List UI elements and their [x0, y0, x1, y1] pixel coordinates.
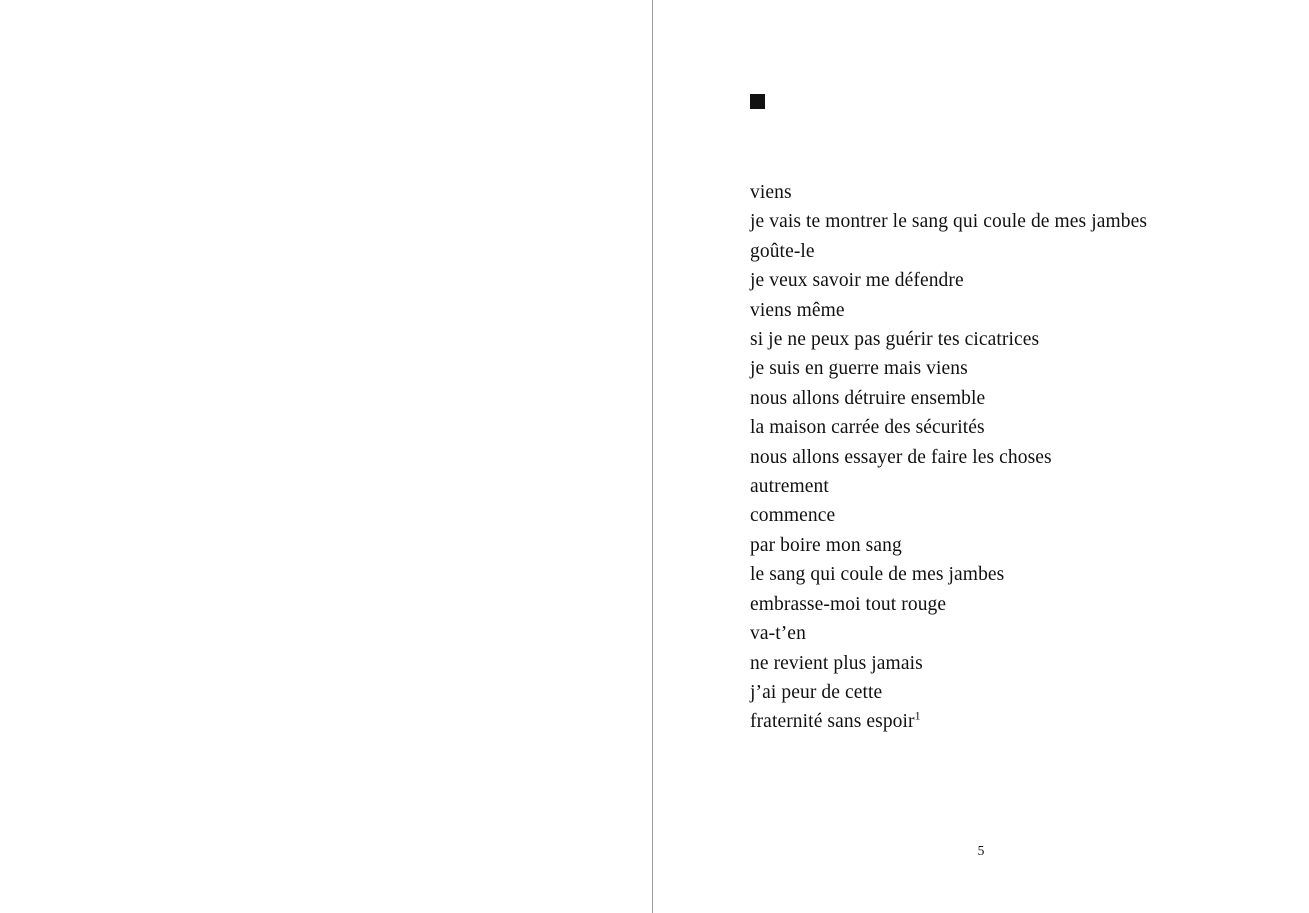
- poem-line-last: [750, 707, 1290, 736]
- poem-body: [750, 178, 1290, 737]
- poem-line: nous allons essayer de faire les choses: [750, 446, 1052, 468]
- poem-line: par boire mon sang: [750, 534, 902, 556]
- poem-line: je suis en guerre mais viens: [750, 358, 968, 380]
- poem-line: commence: [750, 505, 836, 527]
- poem-line: va-t’en: [750, 623, 806, 645]
- poem-line: ne revient plus jamais: [750, 652, 923, 674]
- poem-line: je veux savoir me défendre: [750, 270, 964, 292]
- poem-line: je vais te montrer le sang qui coule de mes jambes: [750, 211, 1148, 233]
- poem-line: nous allons détruire ensemble: [750, 387, 986, 409]
- footnote-reference: 1: [914, 708, 921, 723]
- poem-line: viens: [750, 182, 792, 203]
- page-number: [653, 843, 1309, 859]
- poem-line: si je ne peux pas guérir tes cicatrices: [750, 329, 1040, 351]
- poem-line: embrasse-moi tout rouge: [750, 593, 947, 615]
- right-page: [653, 0, 1309, 913]
- poem-line: viens même: [750, 299, 845, 321]
- poem-line: le sang qui coule de mes jambes: [750, 564, 1005, 586]
- poem-line-text: fraternité sans espoir: [750, 711, 915, 733]
- section-marker-square: [750, 94, 765, 109]
- page-number-value: 5: [977, 843, 985, 858]
- poem-line: la maison carrée des sécurités: [750, 417, 985, 439]
- poem-line: autrement: [750, 476, 829, 498]
- poem-line: j’ai peur de cette: [750, 681, 883, 703]
- left-page: [0, 0, 653, 913]
- poem-line: goûte-le: [750, 240, 815, 262]
